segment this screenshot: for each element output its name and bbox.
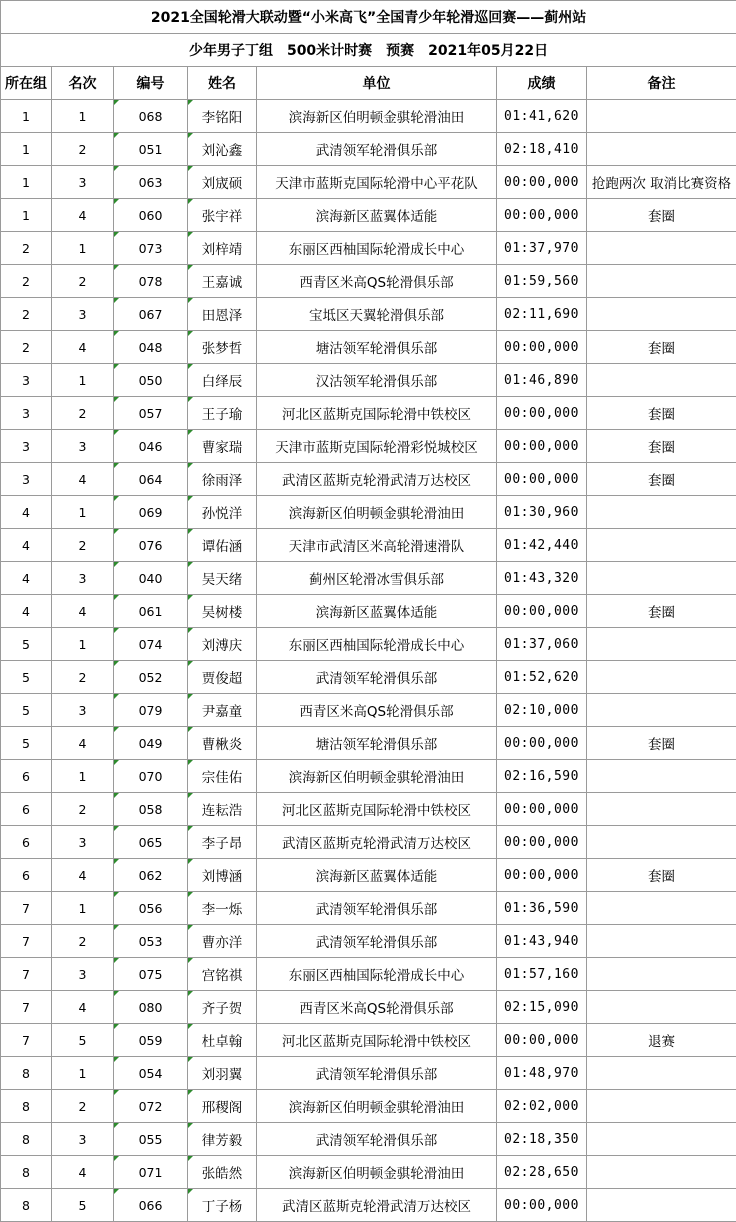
table-row — [1, 661, 736, 694]
header-row — [1, 67, 736, 100]
cell-note — [587, 1189, 736, 1222]
cell-id: 061 — [114, 595, 188, 628]
cell-time: 00:00,000 — [497, 826, 587, 859]
table-row — [1, 628, 736, 661]
cell-rank: 1 — [52, 232, 114, 265]
cell-unit: 河北区蓝斯克国际轮滑中铁校区 — [257, 793, 497, 826]
cell-note — [587, 496, 736, 529]
table-row — [1, 1156, 736, 1189]
cell-id: 046 — [114, 430, 188, 463]
cell-unit: 蓟州区轮滑冰雪俱乐部 — [257, 562, 497, 595]
cell-unit: 滨海新区伯明顿金骐轮滑油田 — [257, 1090, 497, 1123]
cell-unit: 河北区蓝斯克国际轮滑中铁校区 — [257, 397, 497, 430]
cell-id: 053 — [114, 925, 188, 958]
cell-unit: 武清领军轮滑俱乐部 — [257, 1123, 497, 1156]
cell-rank: 5 — [52, 1024, 114, 1057]
cell-rank: 4 — [52, 859, 114, 892]
cell-note: 套圈 — [587, 331, 736, 364]
table-row — [1, 463, 736, 496]
col-header-rank: 名次 — [52, 67, 114, 100]
cell-name: 田恩泽 — [188, 298, 257, 331]
cell-name: 李铭阳 — [188, 100, 257, 133]
cell-group: 1 — [1, 166, 52, 199]
cell-note: 套圈 — [587, 859, 736, 892]
cell-note: 套圈 — [587, 430, 736, 463]
table-row — [1, 232, 736, 265]
cell-name: 吴树楼 — [188, 595, 257, 628]
cell-time: 00:00,000 — [497, 1189, 587, 1222]
cell-rank: 3 — [52, 1123, 114, 1156]
cell-note — [587, 529, 736, 562]
cell-rank: 4 — [52, 727, 114, 760]
cell-group: 7 — [1, 958, 52, 991]
cell-unit: 滨海新区蓝翼体适能 — [257, 595, 497, 628]
cell-time: 01:43,320 — [497, 562, 587, 595]
cell-id: 078 — [114, 265, 188, 298]
cell-note — [587, 133, 736, 166]
cell-id: 074 — [114, 628, 188, 661]
cell-time: 00:00,000 — [497, 331, 587, 364]
cell-time: 01:52,620 — [497, 661, 587, 694]
cell-time: 01:30,960 — [497, 496, 587, 529]
table-row — [1, 265, 736, 298]
cell-rank: 3 — [52, 562, 114, 595]
cell-name: 李一烁 — [188, 892, 257, 925]
cell-rank: 3 — [52, 298, 114, 331]
cell-id: 075 — [114, 958, 188, 991]
cell-rank: 3 — [52, 430, 114, 463]
cell-unit: 东丽区西柚国际轮滑成长中心 — [257, 958, 497, 991]
cell-group: 8 — [1, 1057, 52, 1090]
cell-id: 051 — [114, 133, 188, 166]
cell-time: 00:00,000 — [497, 463, 587, 496]
table-row — [1, 925, 736, 958]
cell-unit: 河北区蓝斯克国际轮滑中铁校区 — [257, 1024, 497, 1057]
cell-name: 徐雨泽 — [188, 463, 257, 496]
cell-group: 1 — [1, 199, 52, 232]
cell-time: 01:42,440 — [497, 529, 587, 562]
cell-name: 张宇祥 — [188, 199, 257, 232]
table-row — [1, 430, 736, 463]
cell-unit: 东丽区西柚国际轮滑成长中心 — [257, 628, 497, 661]
cell-rank: 3 — [52, 958, 114, 991]
results-body — [1, 100, 736, 1222]
col-header-note: 备注 — [587, 67, 736, 100]
cell-note — [587, 892, 736, 925]
cell-group: 7 — [1, 892, 52, 925]
cell-group: 6 — [1, 760, 52, 793]
cell-time: 00:00,000 — [497, 793, 587, 826]
cell-name: 王子瑜 — [188, 397, 257, 430]
cell-unit: 武清领军轮滑俱乐部 — [257, 1057, 497, 1090]
cell-name: 律芳毅 — [188, 1123, 257, 1156]
cell-name: 刘沁鑫 — [188, 133, 257, 166]
table-row — [1, 760, 736, 793]
cell-rank: 3 — [52, 166, 114, 199]
cell-rank: 1 — [52, 1057, 114, 1090]
cell-rank: 2 — [52, 1090, 114, 1123]
cell-rank: 1 — [52, 760, 114, 793]
cell-id: 040 — [114, 562, 188, 595]
cell-time: 01:43,940 — [497, 925, 587, 958]
cell-name: 刘溥庆 — [188, 628, 257, 661]
cell-id: 069 — [114, 496, 188, 529]
cell-name: 尹嘉童 — [188, 694, 257, 727]
cell-id: 071 — [114, 1156, 188, 1189]
cell-rank: 1 — [52, 496, 114, 529]
cell-id: 079 — [114, 694, 188, 727]
cell-time: 00:00,000 — [497, 727, 587, 760]
cell-name: 张皓然 — [188, 1156, 257, 1189]
table-row — [1, 166, 736, 199]
cell-rank: 4 — [52, 199, 114, 232]
cell-unit: 塘沽领军轮滑俱乐部 — [257, 727, 497, 760]
cell-group: 1 — [1, 100, 52, 133]
cell-rank: 2 — [52, 133, 114, 166]
cell-note — [587, 1123, 736, 1156]
cell-unit: 武清领军轮滑俱乐部 — [257, 133, 497, 166]
cell-name: 张梦哲 — [188, 331, 257, 364]
cell-unit: 滨海新区蓝翼体适能 — [257, 199, 497, 232]
cell-group: 6 — [1, 826, 52, 859]
cell-note — [587, 628, 736, 661]
cell-name: 吴天绪 — [188, 562, 257, 595]
cell-note — [587, 991, 736, 1024]
cell-rank: 1 — [52, 364, 114, 397]
cell-id: 065 — [114, 826, 188, 859]
cell-rank: 4 — [52, 595, 114, 628]
cell-note: 抢跑两次 取消比赛资格 — [587, 166, 736, 199]
table-row — [1, 1123, 736, 1156]
cell-unit: 武清领军轮滑俱乐部 — [257, 925, 497, 958]
cell-note — [587, 562, 736, 595]
cell-unit: 滨海新区伯明顿金骐轮滑油田 — [257, 1156, 497, 1189]
cell-unit: 塘沽领军轮滑俱乐部 — [257, 331, 497, 364]
cell-time: 02:28,650 — [497, 1156, 587, 1189]
cell-unit: 天津市武清区米高轮滑速滑队 — [257, 529, 497, 562]
cell-id: 080 — [114, 991, 188, 1024]
cell-id: 067 — [114, 298, 188, 331]
cell-id: 072 — [114, 1090, 188, 1123]
cell-name: 连耘浩 — [188, 793, 257, 826]
cell-unit: 天津市蓝斯克国际轮滑中心平花队 — [257, 166, 497, 199]
cell-time: 01:37,060 — [497, 628, 587, 661]
cell-name: 孙悦洋 — [188, 496, 257, 529]
cell-unit: 宝坻区天翼轮滑俱乐部 — [257, 298, 497, 331]
cell-group: 8 — [1, 1090, 52, 1123]
cell-group: 3 — [1, 364, 52, 397]
cell-id: 064 — [114, 463, 188, 496]
cell-note — [587, 1156, 736, 1189]
cell-time: 01:41,620 — [497, 100, 587, 133]
cell-time: 00:00,000 — [497, 397, 587, 430]
cell-group: 6 — [1, 793, 52, 826]
cell-time: 00:00,000 — [497, 166, 587, 199]
table-row — [1, 727, 736, 760]
cell-rank: 5 — [52, 1189, 114, 1222]
cell-note — [587, 100, 736, 133]
cell-group: 2 — [1, 265, 52, 298]
cell-name: 曹亦洋 — [188, 925, 257, 958]
cell-name: 宗佳佑 — [188, 760, 257, 793]
cell-unit: 滨海新区伯明顿金骐轮滑油田 — [257, 760, 497, 793]
cell-unit: 西青区米高QS轮滑俱乐部 — [257, 991, 497, 1024]
cell-note: 套圈 — [587, 727, 736, 760]
cell-group: 4 — [1, 529, 52, 562]
cell-name: 刘博涵 — [188, 859, 257, 892]
cell-id: 060 — [114, 199, 188, 232]
cell-note — [587, 694, 736, 727]
cell-note — [587, 760, 736, 793]
cell-group: 3 — [1, 430, 52, 463]
cell-time: 01:37,970 — [497, 232, 587, 265]
cell-rank: 4 — [52, 991, 114, 1024]
table-row — [1, 133, 736, 166]
cell-group: 7 — [1, 991, 52, 1024]
cell-time: 02:16,590 — [497, 760, 587, 793]
cell-group: 8 — [1, 1123, 52, 1156]
table-row — [1, 859, 736, 892]
cell-id: 062 — [114, 859, 188, 892]
cell-time: 01:36,590 — [497, 892, 587, 925]
cell-time: 02:18,350 — [497, 1123, 587, 1156]
cell-unit: 西青区米高QS轮滑俱乐部 — [257, 265, 497, 298]
cell-group: 1 — [1, 133, 52, 166]
cell-id: 057 — [114, 397, 188, 430]
cell-note — [587, 265, 736, 298]
table-row — [1, 298, 736, 331]
cell-time: 02:18,410 — [497, 133, 587, 166]
cell-group: 7 — [1, 925, 52, 958]
cell-rank: 1 — [52, 100, 114, 133]
cell-note — [587, 958, 736, 991]
cell-rank: 2 — [52, 265, 114, 298]
cell-unit: 武清区蓝斯克轮滑武清万达校区 — [257, 1189, 497, 1222]
cell-id: 054 — [114, 1057, 188, 1090]
cell-name: 宫铭祺 — [188, 958, 257, 991]
cell-unit: 东丽区西柚国际轮滑成长中心 — [257, 232, 497, 265]
cell-id: 068 — [114, 100, 188, 133]
cell-note: 退赛 — [587, 1024, 736, 1057]
cell-name: 曹楸炎 — [188, 727, 257, 760]
cell-name: 白绎辰 — [188, 364, 257, 397]
cell-note: 套圈 — [587, 397, 736, 430]
cell-note — [587, 925, 736, 958]
cell-group: 5 — [1, 694, 52, 727]
cell-unit: 武清区蓝斯克轮滑武清万达校区 — [257, 826, 497, 859]
cell-rank: 4 — [52, 463, 114, 496]
col-header-group: 所在组 — [1, 67, 52, 100]
cell-group: 8 — [1, 1156, 52, 1189]
cell-group: 5 — [1, 628, 52, 661]
cell-note — [587, 1090, 736, 1123]
cell-time: 00:00,000 — [497, 595, 587, 628]
cell-group: 6 — [1, 859, 52, 892]
cell-rank: 4 — [52, 331, 114, 364]
cell-name: 杜卓翰 — [188, 1024, 257, 1057]
cell-name: 王嘉诚 — [188, 265, 257, 298]
table-row — [1, 331, 736, 364]
cell-id: 048 — [114, 331, 188, 364]
cell-id: 055 — [114, 1123, 188, 1156]
cell-id: 052 — [114, 661, 188, 694]
cell-time: 01:46,890 — [497, 364, 587, 397]
cell-unit: 滨海新区伯明顿金骐轮滑油田 — [257, 100, 497, 133]
table-row — [1, 958, 736, 991]
cell-note: 套圈 — [587, 463, 736, 496]
cell-time: 00:00,000 — [497, 199, 587, 232]
cell-rank: 2 — [52, 529, 114, 562]
table-row — [1, 991, 736, 1024]
cell-note: 套圈 — [587, 199, 736, 232]
cell-unit: 天津市蓝斯克国际轮滑彩悦城校区 — [257, 430, 497, 463]
cell-name: 刘羽翼 — [188, 1057, 257, 1090]
cell-unit: 滨海新区伯明顿金骐轮滑油田 — [257, 496, 497, 529]
cell-id: 059 — [114, 1024, 188, 1057]
cell-time: 02:15,090 — [497, 991, 587, 1024]
cell-id: 056 — [114, 892, 188, 925]
cell-note — [587, 826, 736, 859]
cell-time: 01:57,160 — [497, 958, 587, 991]
cell-name: 谭佑涵 — [188, 529, 257, 562]
cell-rank: 2 — [52, 793, 114, 826]
table-row — [1, 1189, 736, 1222]
cell-group: 7 — [1, 1024, 52, 1057]
cell-note: 套圈 — [587, 595, 736, 628]
cell-time: 01:59,560 — [497, 265, 587, 298]
table-row — [1, 1057, 736, 1090]
cell-name: 曹家瑞 — [188, 430, 257, 463]
table-row — [1, 562, 736, 595]
cell-name: 刘宬硕 — [188, 166, 257, 199]
cell-id: 063 — [114, 166, 188, 199]
cell-rank: 2 — [52, 661, 114, 694]
cell-group: 8 — [1, 1189, 52, 1222]
cell-name: 齐子贺 — [188, 991, 257, 1024]
cell-time: 02:10,000 — [497, 694, 587, 727]
cell-group: 5 — [1, 727, 52, 760]
cell-time: 01:48,970 — [497, 1057, 587, 1090]
cell-rank: 3 — [52, 694, 114, 727]
table-row — [1, 892, 736, 925]
cell-id: 050 — [114, 364, 188, 397]
cell-note — [587, 298, 736, 331]
cell-unit: 汉沽领军轮滑俱乐部 — [257, 364, 497, 397]
cell-name: 李子昂 — [188, 826, 257, 859]
cell-note — [587, 661, 736, 694]
cell-group: 4 — [1, 562, 52, 595]
cell-group: 3 — [1, 397, 52, 430]
cell-rank: 2 — [52, 397, 114, 430]
cell-id: 076 — [114, 529, 188, 562]
cell-unit: 武清区蓝斯克轮滑武清万达校区 — [257, 463, 497, 496]
col-header-time: 成绩 — [497, 67, 587, 100]
cell-unit: 滨海新区蓝翼体适能 — [257, 859, 497, 892]
cell-id: 066 — [114, 1189, 188, 1222]
table-row — [1, 793, 736, 826]
table-row — [1, 364, 736, 397]
cell-unit: 武清领军轮滑俱乐部 — [257, 892, 497, 925]
cell-group: 2 — [1, 331, 52, 364]
cell-name: 刘梓靖 — [188, 232, 257, 265]
cell-id: 070 — [114, 760, 188, 793]
table-row — [1, 529, 736, 562]
cell-id: 058 — [114, 793, 188, 826]
cell-name: 丁子杨 — [188, 1189, 257, 1222]
table-row — [1, 100, 736, 133]
cell-group: 4 — [1, 595, 52, 628]
cell-group: 2 — [1, 232, 52, 265]
table-row — [1, 595, 736, 628]
cell-time: 00:00,000 — [497, 859, 587, 892]
cell-time: 02:11,690 — [497, 298, 587, 331]
cell-name: 贾俊超 — [188, 661, 257, 694]
cell-time: 00:00,000 — [497, 1024, 587, 1057]
cell-rank: 1 — [52, 892, 114, 925]
cell-rank: 3 — [52, 826, 114, 859]
table-row — [1, 826, 736, 859]
cell-group: 3 — [1, 463, 52, 496]
cell-group: 4 — [1, 496, 52, 529]
cell-unit: 武清领军轮滑俱乐部 — [257, 661, 497, 694]
cell-time: 00:00,000 — [497, 430, 587, 463]
cell-time: 02:02,000 — [497, 1090, 587, 1123]
event-title: 2021全国轮滑大联动暨“小米高飞”全国青少年轮滑巡回赛——蓟州站 — [1, 1, 736, 34]
col-header-id: 编号 — [114, 67, 188, 100]
cell-id: 049 — [114, 727, 188, 760]
cell-id: 073 — [114, 232, 188, 265]
cell-note — [587, 232, 736, 265]
cell-group: 5 — [1, 661, 52, 694]
cell-note — [587, 793, 736, 826]
col-header-name: 姓名 — [188, 67, 257, 100]
cell-name: 邢稷阁 — [188, 1090, 257, 1123]
event-subtitle: 少年男子丁组 500米计时赛 预赛 2021年05月22日 — [1, 34, 736, 67]
col-header-unit: 单位 — [257, 67, 497, 100]
cell-note — [587, 364, 736, 397]
table-row — [1, 1024, 736, 1057]
cell-note — [587, 1057, 736, 1090]
cell-unit: 西青区米高QS轮滑俱乐部 — [257, 694, 497, 727]
cell-rank: 1 — [52, 628, 114, 661]
table-row — [1, 1090, 736, 1123]
table-row — [1, 496, 736, 529]
table-row — [1, 199, 736, 232]
cell-group: 2 — [1, 298, 52, 331]
table-row — [1, 397, 736, 430]
cell-rank: 4 — [52, 1156, 114, 1189]
cell-rank: 2 — [52, 925, 114, 958]
table-row — [1, 694, 736, 727]
